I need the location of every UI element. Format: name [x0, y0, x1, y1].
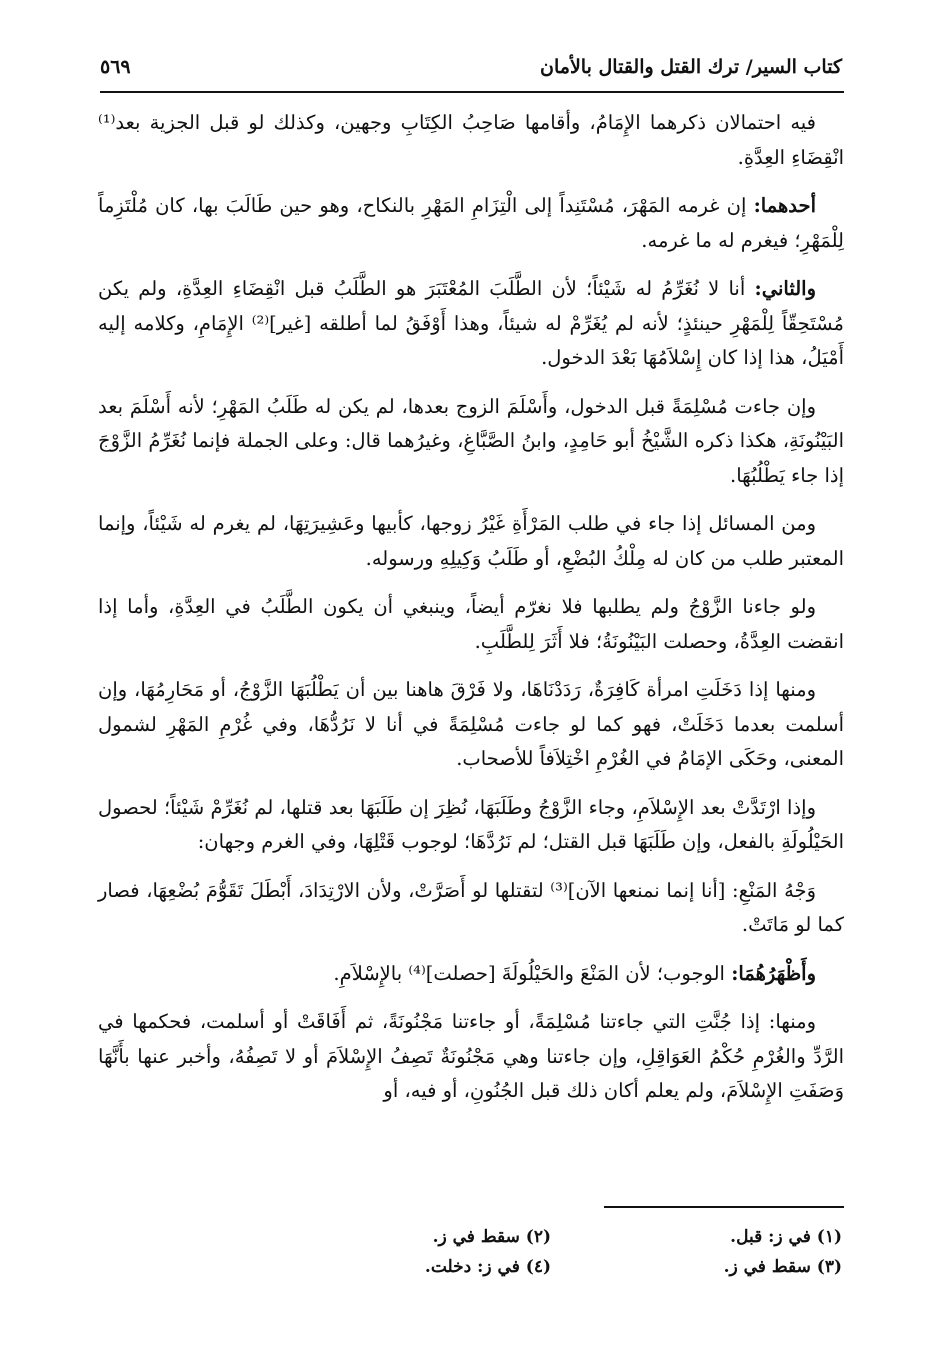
footnote-item — [300, 1222, 551, 1252]
paragraph — [98, 272, 844, 376]
footnote-text: في ز: قبل. — [730, 1227, 811, 1247]
footnote-item — [300, 1252, 551, 1282]
footnote-item — [591, 1252, 842, 1282]
page-number: ٥٦٩ — [100, 56, 131, 78]
footnote-number: (٢) — [525, 1227, 551, 1247]
paragraph-text: ومنها: إذا جُنَّتِ التي جاءتنا مُسْلِمَةً، أو جاءتنا مَجْنُونَةً، ثم أَفَاقَتْ أو أسلمت، فحكمها في الرَّدِّ والغُرْمِ حُكْمُ العَوَاقِلِ، وإن جاءتنا وهي مَجْنُونَةٌ تَصِفُ الإِسْلاَمَ أو لا تَصِفُهُ، وأخبر عنها بأَنَّهَا وَصَفَتِ الإِسْلاَمَ، ولم يعلم أكان ذلك قبل الجُنُونِ، أو فيه، أو — [98, 1010, 844, 1102]
running-header — [100, 48, 842, 86]
paragraph — [98, 957, 844, 992]
paragraph-text: فيه احتمالان ذكرهما الإِمَامُ، وأقامها صَاحِبُ الكِتَابِ وجهين، وكذلك لو قبل الجزية بعد⁽¹⁾ انْقِضَاءِ العِدَّةِ. — [98, 111, 844, 169]
paragraph-text: وإن جاءت مُسْلِمَةً قبل الدخول، وأَسْلَمَ الزوج بعدها، لم يكن له طَلَبُ المَهْرِ؛ لأنه أَسْلَمَ بعد البَيْنُونَةِ، هكذا ذكره الشَّيْخُ أبو حَامِدٍ، وابنُ الصَّبَّاغِ، وغيرُهما قال: وعلى الجملة فإنما نُغَرِّمُ الزَّوْجَ إذا جاء يَطْلُبُهَا. — [98, 394, 844, 487]
footnote-item — [591, 1222, 842, 1252]
paragraph — [98, 791, 844, 860]
paragraph-lead: وأَظْهَرُهُمَا: — [731, 961, 816, 985]
footnote-number: (٤) — [525, 1257, 551, 1277]
paragraph-text: ولو جاءنا الزَّوْجُ ولم يطلبها فلا نغرّم أيضاً، وينبغي أن يكون الطَّلَبُ في العِدَّةِ، وأما إذا انقضت العِدَّةُ، وحصلت البَيْنُونَةُ؛ فلا أَثَرَ لِلطَّلَبِ. — [98, 595, 844, 653]
running-title: كتاب السير/ ترك القتل والقتال بالأمان — [540, 56, 842, 78]
paragraph — [98, 1005, 844, 1109]
paragraph-text: وَجْهُ المَنْعِ: [أنا إنما نمنعها الآن]⁽³⁾ لتقتلها لو أَصَرَّتْ، ولأن الارْتِدَادَ، أَبْطَلَ تَقَوُّمَ بُضْعِهَا، فصار كما لو مَاتَتْ. — [98, 878, 844, 936]
paragraph-text: إن غرمه المَهْرَ، مُسْتَنِداً إلى الْتِزَامِ المَهْرِ بالنكاح، وهو حين طَالَبَ بها، كان مُلْتَزِماً لِلْمَهْرِ؛ فيغرم له ما غرمه. — [98, 194, 844, 252]
paragraph — [98, 390, 844, 494]
footnotes — [300, 1222, 842, 1282]
footnote-number: (١) — [816, 1227, 842, 1247]
footnote-number: (٣) — [816, 1257, 842, 1277]
paragraph-lead: والثاني: — [754, 277, 816, 300]
paragraph — [98, 874, 844, 943]
main-text — [98, 106, 844, 1123]
footnote-divider — [604, 1206, 844, 1208]
header-divider — [100, 91, 844, 93]
footnote-text: سقط في ز. — [723, 1257, 811, 1277]
paragraph — [98, 590, 844, 659]
paragraph-text: أنا لا نُغَرِّمُ له شَيْئاً؛ لأن الطَّلَبَ المُعْتَبَرَ هو الطَّلَبُ قبل انْقِضَاءِ العِدَّةِ، ولم يكن مُسْتَحِقّاً لِلْمَهْرِ حينئذٍ؛ لأنه لم يُغَرِّمْ له شيئاً، وهذا أَوْفَقُ لما أطلقه [غير]⁽²⁾ الإِمَامِ، وكلامه إليه أَمْيَلُ، هذا إذا كان إِسْلاَمُهَا بَعْدَ الدخول. — [98, 277, 844, 369]
footnote-text: سقط في ز. — [432, 1227, 520, 1247]
paragraph — [98, 673, 844, 777]
paragraph — [98, 106, 844, 175]
paragraph — [98, 189, 844, 258]
paragraph-text: ومنها إذا دَخَلَتِ امرأة كَافِرَةٌ، رَدَدْنَاهَا، ولا فَرْقَ هاهنا بين أن يَطْلُبَهَا الزَّوْجُ، أو مَحَارِمُهَا، وإن أسلمت بعدما دَخَلَتْ، فهو كما لو جاءت مُسْلِمَةً في أنا لا نَرُدُّهَا، وفي غُرْمِ المَهْرِ لشمول المعنى، وحَكَى الإمَامُ في الغُرْمِ اخْتِلاَفاً للأصحاب. — [98, 678, 844, 770]
paragraph-text: وإذا ارْتَدَّتْ بعد الإِسْلاَمِ، وجاء الزَّوْجُ وطَلَبَهَا، نُظِرَ إن طَلَبَهَا بعد قتلها، لم نُغَرِّمْ شَيْئاً؛ لحصول الحَيْلُولَةِ بالفعل، وإن طَلَبَهَا قبل القتل؛ لم نَرُدَّهَا؛ لوجوب قَتْلِهَا، وفي الغرم وجهان: — [98, 795, 844, 853]
paragraph — [98, 507, 844, 576]
paragraph-text: ومن المسائل إذا جاء في طلب المَرْأَةِ غَيْرُ زوجها، كأبيها وعَشِيرَتِهَا، لم يغرم له شَيْئاً، وإنما المعتبر طلب من كان له مِلْكُ البُضْعِ، أو طَلَبُ وَكِيلِهِ ورسوله. — [98, 512, 844, 570]
paragraph-lead: أحدهما: — [753, 194, 816, 217]
paragraph-text: الوجوب؛ لأن المَنْعَ والحَيْلُولَةَ [حصلت]⁽⁴⁾ بالإِسْلاَمِ. — [333, 961, 732, 985]
footnote-text: في ز: دخلت. — [424, 1257, 520, 1277]
